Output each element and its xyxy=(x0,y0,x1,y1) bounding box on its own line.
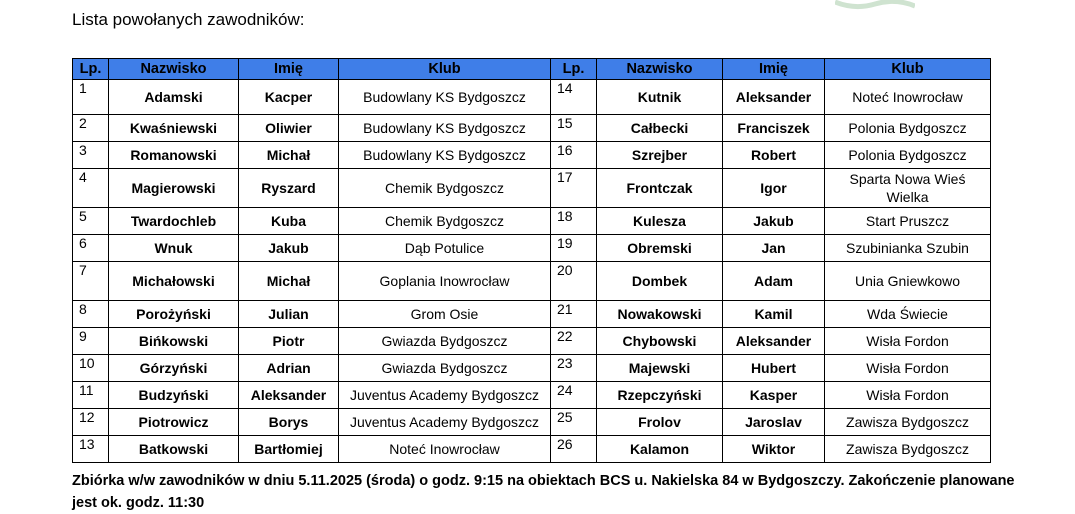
player-club-cell: Szubinianka Szubin xyxy=(825,235,991,262)
player-surname-cell: Całbecki xyxy=(597,115,723,142)
player-number-cell: 23 xyxy=(551,355,597,382)
player-surname-cell: Adamski xyxy=(109,80,239,115)
player-number-cell: 14 xyxy=(551,80,597,115)
player-name-cell: Ryszard xyxy=(239,169,339,208)
player-club-cell: Noteć Inowrocław xyxy=(825,80,991,115)
player-name-cell: Jakub xyxy=(239,235,339,262)
player-number-cell: 19 xyxy=(551,235,597,262)
player-surname-cell: Kulesza xyxy=(597,208,723,235)
player-club-cell: Goplania Inowrocław xyxy=(339,262,551,301)
player-surname-cell: Rzepczyński xyxy=(597,382,723,409)
player-club-cell: Wisła Fordon xyxy=(825,328,991,355)
player-club-cell: Zawisza Bydgoszcz xyxy=(825,409,991,436)
player-number-cell: 24 xyxy=(551,382,597,409)
player-name-cell: Oliwier xyxy=(239,115,339,142)
player-name-cell: Wiktor xyxy=(723,436,825,463)
player-number-cell: 6 xyxy=(73,235,109,262)
table-row xyxy=(73,409,991,436)
player-club-cell: Wisła Fordon xyxy=(825,382,991,409)
player-name-cell: Bartłomiej xyxy=(239,436,339,463)
player-club-cell: Grom Osie xyxy=(339,301,551,328)
player-surname-cell: Kwaśniewski xyxy=(109,115,239,142)
table-row xyxy=(73,142,991,169)
player-surname-cell: Michałowski xyxy=(109,262,239,301)
player-surname-cell: Chybowski xyxy=(597,328,723,355)
table-row xyxy=(73,436,991,463)
player-club-cell: Wisła Fordon xyxy=(825,355,991,382)
column-header-name: Imię xyxy=(723,59,825,80)
player-name-cell: Aleksander xyxy=(723,328,825,355)
player-name-cell: Piotr xyxy=(239,328,339,355)
player-club-cell: Budowlany KS Bydgoszcz xyxy=(339,142,551,169)
player-surname-cell: Porożyński xyxy=(109,301,239,328)
player-number-cell: 10 xyxy=(73,355,109,382)
table-row xyxy=(73,208,991,235)
player-club-cell: Budowlany KS Bydgoszcz xyxy=(339,115,551,142)
table-row xyxy=(73,235,991,262)
player-name-cell: Kamil xyxy=(723,301,825,328)
player-club-cell: Chemik Bydgoszcz xyxy=(339,208,551,235)
column-header-surname: Nazwisko xyxy=(597,59,723,80)
player-surname-cell: Frontczak xyxy=(597,169,723,208)
player-surname-cell: Wnuk xyxy=(109,235,239,262)
player-club-cell: Juventus Academy Bydgoszcz xyxy=(339,382,551,409)
player-surname-cell: Szrejber xyxy=(597,142,723,169)
player-surname-cell: Obremski xyxy=(597,235,723,262)
player-club-cell: Dąb Potulice xyxy=(339,235,551,262)
table-row xyxy=(73,382,991,409)
player-surname-cell: Nowakowski xyxy=(597,301,723,328)
player-number-cell: 5 xyxy=(73,208,109,235)
player-club-cell: Sparta Nowa Wieś Wielka xyxy=(825,169,991,208)
player-number-cell: 1 xyxy=(73,80,109,115)
player-surname-cell: Kalamon xyxy=(597,436,723,463)
player-surname-cell: Twardochleb xyxy=(109,208,239,235)
player-name-cell: Borys xyxy=(239,409,339,436)
table-row xyxy=(73,80,991,115)
player-surname-cell: Bińkowski xyxy=(109,328,239,355)
player-club-cell: Juventus Academy Bydgoszcz xyxy=(339,409,551,436)
player-name-cell: Julian xyxy=(239,301,339,328)
table-row xyxy=(73,355,991,382)
player-number-cell: 7 xyxy=(73,262,109,301)
player-name-cell: Igor xyxy=(723,169,825,208)
player-club-cell: Gwiazda Bydgoszcz xyxy=(339,355,551,382)
player-name-cell: Hubert xyxy=(723,355,825,382)
player-name-cell: Adam xyxy=(723,262,825,301)
player-name-cell: Jaroslav xyxy=(723,409,825,436)
player-surname-cell: Piotrowicz xyxy=(109,409,239,436)
player-number-cell: 25 xyxy=(551,409,597,436)
player-surname-cell: Górzyński xyxy=(109,355,239,382)
player-club-cell: Gwiazda Bydgoszcz xyxy=(339,328,551,355)
player-number-cell: 15 xyxy=(551,115,597,142)
player-club-cell: Budowlany KS Bydgoszcz xyxy=(339,80,551,115)
player-club-cell: Wda Świecie xyxy=(825,301,991,328)
table-header-row xyxy=(73,59,991,80)
player-number-cell: 11 xyxy=(73,382,109,409)
player-surname-cell: Batkowski xyxy=(109,436,239,463)
table-row xyxy=(73,115,991,142)
player-number-cell: 9 xyxy=(73,328,109,355)
player-name-cell: Jakub xyxy=(723,208,825,235)
player-surname-cell: Romanowski xyxy=(109,142,239,169)
player-surname-cell: Magierowski xyxy=(109,169,239,208)
player-surname-cell: Dombek xyxy=(597,262,723,301)
player-number-cell: 12 xyxy=(73,409,109,436)
player-name-cell: Kuba xyxy=(239,208,339,235)
player-club-cell: Zawisza Bydgoszcz xyxy=(825,436,991,463)
column-header-club: Klub xyxy=(825,59,991,80)
player-name-cell: Jan xyxy=(723,235,825,262)
player-club-cell: Noteć Inowrocław xyxy=(339,436,551,463)
player-number-cell: 13 xyxy=(73,436,109,463)
player-club-cell: Chemik Bydgoszcz xyxy=(339,169,551,208)
player-number-cell: 17 xyxy=(551,169,597,208)
player-number-cell: 3 xyxy=(73,142,109,169)
player-club-cell: Polonia Bydgoszcz xyxy=(825,142,991,169)
player-name-cell: Kacper xyxy=(239,80,339,115)
player-club-cell: Polonia Bydgoszcz xyxy=(825,115,991,142)
player-number-cell: 22 xyxy=(551,328,597,355)
player-name-cell: Aleksander xyxy=(239,382,339,409)
player-name-cell: Kasper xyxy=(723,382,825,409)
player-number-cell: 4 xyxy=(73,169,109,208)
player-number-cell: 18 xyxy=(551,208,597,235)
player-name-cell: Michał xyxy=(239,142,339,169)
player-name-cell: Robert xyxy=(723,142,825,169)
table-row xyxy=(73,328,991,355)
column-header-name: Imię xyxy=(239,59,339,80)
player-surname-cell: Budzyński xyxy=(109,382,239,409)
column-header-surname: Nazwisko xyxy=(109,59,239,80)
logo-fragment xyxy=(835,0,915,12)
player-name-cell: Franciszek xyxy=(723,115,825,142)
player-surname-cell: Kutnik xyxy=(597,80,723,115)
page-title: Lista powołanych zawodników: xyxy=(72,10,305,29)
player-number-cell: 2 xyxy=(73,115,109,142)
table-row xyxy=(73,262,991,301)
player-number-cell: 16 xyxy=(551,142,597,169)
player-name-cell: Michał xyxy=(239,262,339,301)
column-header-lp: Lp. xyxy=(73,59,109,80)
footer-note: Zbiórka w/w zawodników w dniu 5.11.2025 (środa) o godz. 9:15 na obiektach BCS u. Nakielska 84 w Bydgoszczy. Zakończenie planowane jest ok. godz. 11:30 xyxy=(72,473,1015,511)
player-number-cell: 26 xyxy=(551,436,597,463)
column-header-club: Klub xyxy=(339,59,551,80)
players-table xyxy=(72,58,991,463)
table-row xyxy=(73,169,991,208)
player-number-cell: 21 xyxy=(551,301,597,328)
player-name-cell: Aleksander xyxy=(723,80,825,115)
player-number-cell: 8 xyxy=(73,301,109,328)
player-number-cell: 20 xyxy=(551,262,597,301)
column-header-lp: Lp. xyxy=(551,59,597,80)
player-club-cell: Start Pruszcz xyxy=(825,208,991,235)
table-row xyxy=(73,301,991,328)
player-club-cell: Unia Gniewkowo xyxy=(825,262,991,301)
player-name-cell: Adrian xyxy=(239,355,339,382)
player-surname-cell: Majewski xyxy=(597,355,723,382)
player-surname-cell: Frolov xyxy=(597,409,723,436)
